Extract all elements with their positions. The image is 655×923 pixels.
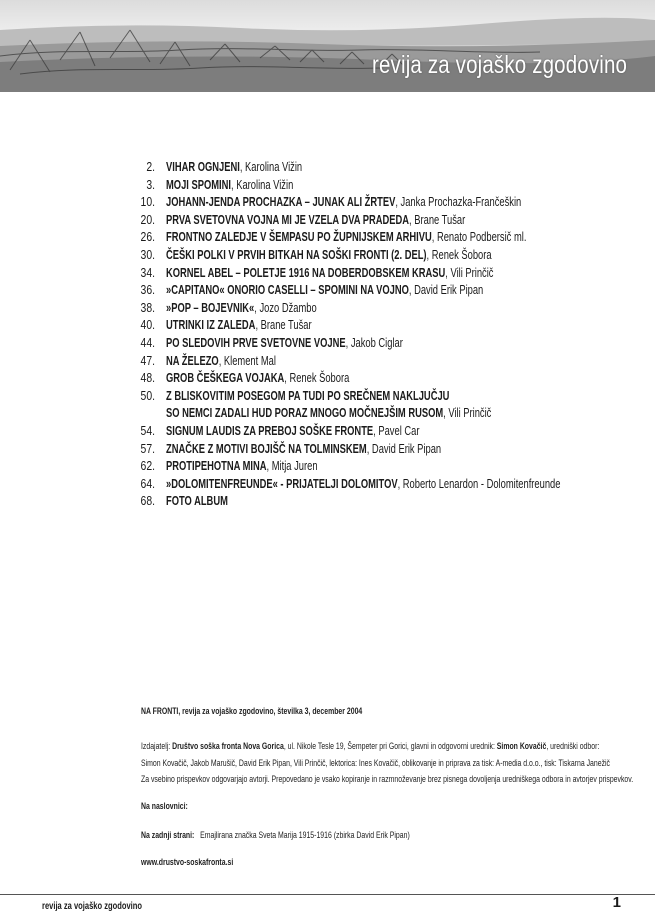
toc-entry [112, 176, 632, 194]
toc-article-title: SO NEMCI ZADALI HUD PORAZ MNOGO MOČNEJŠIM RUSOM [166, 405, 444, 421]
imprint-back-line [141, 830, 514, 841]
toc-entry [112, 334, 632, 352]
board-label: , uredniški odbor: [546, 741, 600, 752]
toc-article-title: »CAPITANO« ONORIO CASELLI – SPOMINI NA VOJNO [166, 282, 409, 298]
toc-text [166, 440, 441, 458]
toc-author: , Brane Tušar [255, 317, 312, 333]
toc-author: , David Erik Pipan [366, 440, 442, 456]
toc-author: , Vili Prinčič [445, 264, 494, 280]
toc-entry [112, 457, 632, 475]
toc-text [166, 352, 276, 370]
toc-entry [112, 264, 632, 282]
toc-author: , Renek Šobora [426, 246, 492, 262]
toc-entry [112, 211, 632, 229]
toc-page-number: 64. [140, 475, 155, 491]
toc-text [166, 475, 560, 493]
toc-entry [112, 369, 632, 387]
imprint-website-line [141, 857, 269, 868]
toc-page-number: 57. [140, 440, 155, 456]
imprint-board-line [141, 758, 655, 769]
toc-article-title: SIGNUM LAUDIS ZA PREBOJ SOŠKE FRONTE [166, 422, 374, 438]
toc-author: , Karolina Vižin [239, 159, 303, 174]
disclaimer: Za vsebino prispevkov odgovarjajo avtorji. Prepovedano je vsako kopiranje in razmnoževanje brez pisnega dovoljenja uredniškega odbora in avtorjev prispevkov. [141, 774, 634, 785]
toc-entry [112, 281, 632, 299]
back-cover-text: Emajlirana značka Sveta Marija 1915-1916 (zbirka David Erik Pipan) [200, 830, 410, 841]
toc-article-title: GROB ČEŠKEGA VOJAKA [166, 370, 285, 386]
toc-page-number: 36. [140, 282, 155, 298]
toc-article-title: VIHAR OGNJENI [166, 159, 240, 174]
toc-page-number: 26. [140, 229, 155, 245]
toc-page-number: 40. [140, 317, 155, 333]
toc-text [166, 158, 302, 176]
toc-page-number: 3. [146, 176, 155, 192]
toc-text [166, 228, 526, 246]
editorial-board: Simon Kovačič, Jakob Marušič, David Erik Pipan, Vili Prinčič, lektorica: Ines Kovačič, oblikovanje in priprava za tisk: A-media d.o.o., tisk: Tiskarna Janežič [141, 758, 611, 769]
footer-label: revija za vojaško zgodovino [42, 900, 142, 912]
table-of-contents [112, 158, 632, 510]
header-title: revija za vojaško zgodovino [371, 51, 627, 79]
toc-page-number: 34. [140, 264, 155, 280]
toc-entry [112, 246, 632, 264]
toc-entry [112, 228, 632, 246]
header-banner [0, 0, 655, 92]
footer-divider [0, 894, 655, 895]
toc-entry [112, 193, 632, 211]
toc-article-title: »POP – BOJEVNIK« [166, 299, 255, 315]
toc-author: , Jozo Džambo [254, 299, 317, 315]
toc-page-number: 30. [140, 246, 155, 262]
toc-entry [112, 422, 632, 440]
toc-entry [112, 299, 632, 317]
toc-text [166, 387, 449, 405]
toc-page-number: 10. [140, 194, 155, 210]
cover-label: Na naslovnici: [141, 801, 188, 812]
toc-article-title: UTRINKI IZ ZALEDA [166, 317, 256, 333]
page-number: 1 [612, 894, 621, 911]
toc-text [166, 264, 493, 282]
toc-page-number: 47. [140, 352, 155, 368]
toc-page-number: 54. [140, 422, 155, 438]
toc-author: , David Erik Pipan [408, 282, 484, 298]
toc-entry [112, 316, 632, 334]
toc-author: , Vili Prinčič [443, 405, 492, 421]
toc-article-title: NA ŽELEZO [166, 352, 219, 368]
toc-author: , Brane Tušar [409, 211, 466, 227]
toc-article-title: MOJI SPOMINI [166, 176, 232, 192]
toc-article-title: ČEŠKI POLKI V PRVIH BITKAH NA SOŠKI FRONTI (2. DEL) [166, 246, 427, 262]
back-cover-label: Na zadnji strani: [141, 830, 195, 841]
toc-text [166, 176, 293, 194]
toc-page-number: 44. [140, 334, 155, 350]
toc-text [166, 281, 483, 299]
editor-name: Simon Kovačič [496, 741, 547, 752]
toc-article-title: PROTIPEHOTNA MINA [166, 458, 267, 474]
toc-author: , Janka Prochazka-Frančeškin [395, 194, 522, 210]
toc-article-title: FRONTNO ZALEDJE V ŠEMPASU PO ŽUPNIJSKEM ARHIVU [166, 229, 432, 245]
toc-entry [112, 440, 632, 458]
toc-entry [112, 475, 632, 493]
toc-text [166, 211, 465, 229]
toc-article-title: PRVA SVETOVNA VOJNA MI JE VZELA DVA PRADEDA [166, 211, 410, 227]
toc-author: , Pavel Car [373, 422, 420, 438]
toc-text [166, 369, 349, 387]
imprint-cover-line [141, 801, 206, 812]
toc-article-title: FOTO ALBUM [166, 493, 228, 509]
website-link[interactable]: www.drustvo-soskafronta.si [141, 857, 234, 868]
toc-author: , Karolina Vižin [231, 176, 294, 192]
toc-author: , Klement Mal [218, 352, 276, 368]
toc-page-number: 62. [140, 458, 155, 474]
toc-text [166, 334, 403, 352]
toc-text [166, 457, 318, 475]
imprint-disclaimer-line [141, 774, 655, 785]
toc-text [166, 422, 419, 440]
toc-article-title: ZNAČKE Z MOTIVI BOJIŠČ NA TOLMINSKEM [166, 440, 367, 456]
toc-author: , Jakob Ciglar [345, 334, 403, 350]
toc-article-title: PO SLEDOVIH PRVE SVETOVNE VOJNE [166, 334, 346, 350]
imprint-publisher-line [141, 741, 655, 752]
toc-entry [112, 492, 632, 510]
publisher-label: Izdajatelj: [141, 741, 171, 752]
publisher-address: , ul. Nikole Tesle 19, Šempeter pri Gorici, glavni in odgovorni urednik: [283, 741, 495, 752]
toc-text [166, 246, 492, 264]
publisher-name: Društvo soška fronta Nova Gorica [172, 741, 284, 752]
toc-page-number: 48. [140, 370, 155, 386]
toc-entry [112, 387, 632, 405]
toc-author: , Mitja Juren [266, 458, 318, 474]
toc-text [166, 492, 228, 510]
toc-entry [112, 404, 632, 422]
toc-page-number: 50. [140, 387, 155, 403]
toc-article-title: JOHANN-JENDA PROCHAZKA – JUNAK ALI ŽRTEV [166, 194, 396, 210]
toc-page-number: 68. [140, 493, 155, 509]
imprint-heading: NA FRONTI, revija za vojaško zgodovino, številka 3, december 2004 [141, 706, 363, 717]
toc-entry [112, 352, 632, 370]
toc-article-title: »DOLOMITENFREUNDE« - PRIJATELJI DOLOMITOV [166, 475, 398, 491]
toc-article-title: KORNEL ABEL – POLETJE 1916 NA DOBERDOBSKEM KRASU [166, 264, 446, 280]
toc-text [166, 404, 491, 422]
toc-page-number: 2. [146, 159, 155, 174]
toc-text [166, 193, 521, 211]
toc-text [166, 299, 317, 317]
toc-article-title: Z BLISKOVITIM POSEGOM PA TUDI PO SREČNEM NAKLJUČJU [166, 387, 450, 403]
toc-author: , Renek Šobora [284, 370, 350, 386]
toc-author: , Renato Podbersič ml. [431, 229, 527, 245]
toc-text [166, 316, 312, 334]
toc-page-number: 20. [140, 211, 155, 227]
toc-author: , Roberto Lenardon - Dolomitenfreunde [397, 475, 561, 491]
toc-entry [112, 158, 632, 176]
toc-page-number: 38. [140, 299, 155, 315]
